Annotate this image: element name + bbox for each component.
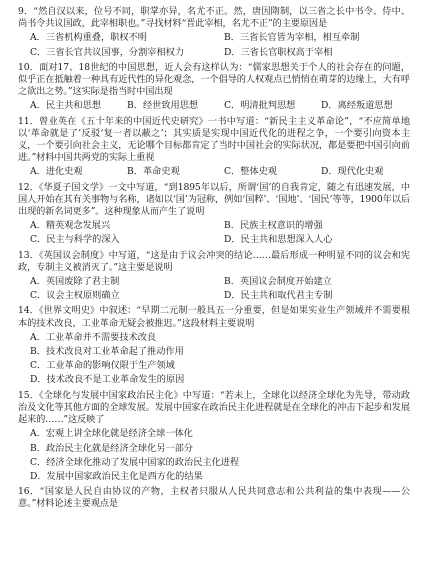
question-11: [18, 116, 410, 179]
option-A: A．精英观念发展兴: [30, 220, 111, 232]
question-stem: 15．《全球化与发展中国家政治民主化》中写道：“若未上，全球化以经济全球化为先导，带动政治及文化等其他方面的全球发展。发展中国家在政治民主化进程就是在全球化的冲击下起步和发展起来的……”这反映了: [18, 389, 410, 426]
option-D: D．民主共和取代君主专制: [224, 290, 333, 302]
question-15: [18, 390, 410, 483]
option-C: C．经济全球化推动了发展中国家的政治民主化进程: [30, 456, 240, 468]
option-B: B．经世致用思想: [127, 100, 199, 112]
option-B: B．英国议会制度开始建立: [224, 276, 332, 288]
options-group: [30, 32, 410, 58]
option-A: A．工业革命并不需要技术改良: [30, 331, 157, 343]
options-group: [30, 428, 410, 483]
option-D: D．离经叛道思想: [321, 100, 393, 112]
option-A: A．进化史观: [30, 166, 83, 178]
question-13: [18, 250, 410, 303]
option-D: D．民主共和思想深入人心: [224, 234, 333, 246]
option-C: C．民主与科学的深入: [30, 234, 120, 246]
question-stem: 9．“然自汉以来，位号不同，职掌亦异，名尤不正。然，唐因隋制，以三省之长中书令、侍中、尚书令共议国政，此宰相职也。”寻找材料“晋此宰相，名尤不正”的主要原因是: [18, 6, 410, 30]
options-group: [30, 276, 410, 302]
option-B: B．技术改良对工业革命起了推动作用: [30, 346, 184, 358]
option-D: D．技术改良不是工业革命发生的原因: [30, 374, 185, 386]
option-D: D．发展中国家政治民主化是西方化的结果: [30, 470, 203, 482]
question-12: [18, 182, 410, 247]
option-C: C．工业革命的影响仅限于生产领域: [30, 360, 175, 372]
option-A: A．民主共和思想: [30, 100, 101, 112]
question-16: [18, 486, 410, 510]
option-A: A．三省机构重叠，职权不明: [30, 32, 147, 44]
option-C: C．明清批判思想: [224, 100, 296, 112]
option-C: C．整体史观: [224, 166, 277, 178]
question-stem: 16．“国家是人民自由协议的产物，主权者只服从人民共同意志和公共利益的集中表现——公意。”材料论述主要观点是: [18, 486, 410, 510]
option-B: B．民族主权意识的增强: [224, 220, 323, 232]
option-A: A．宏观上讲全球化就是经济全球一体化: [30, 428, 193, 440]
option-A: A．英国废除了君主制: [30, 276, 120, 288]
option-B: B．革命史观: [127, 166, 180, 178]
question-stem: 12．《华夏子国文学》一文中写道，“到1895年以后，所谓‘国’的自我肯定，随之有迅速发展，中国人开始在其有关事物与名称，诸如以‘国’为冠称，例如‘国粹’、‘国地’、‘国民’等等，1900年以后出现的新名词更多”。这种现象从而产生了说明: [18, 181, 410, 218]
question-14: [18, 305, 410, 386]
question-stem: 10．面对17、18世纪的中国思想，近人会有这样认为：“儒家思想关于个人的社会存在的问题，似乎正在抵触着一种具有近代性的异化观念，一个倡导的人权观点已悄悄在萌芽的边缘上，大有呼之欲出之势。”这实际是指当时中国出现: [18, 61, 410, 98]
options-group: [30, 166, 410, 178]
option-D: D．现代化史观: [321, 166, 384, 178]
question-stem: 14．《世界文明史》中叙述：“早期二元制一般具五一分重要，但是如果实业生产领域并不需要根本的技术改良，工业革命无疑会被推迟。”这段材料主要说明: [18, 305, 410, 329]
option-B: B．政治民主化就是经济全球化另一部分: [30, 442, 193, 454]
option-C: C．议会主权原则确立: [30, 290, 120, 302]
question-stem: 11．曾业英在《五十年来的中国近代史研究》一书中写道：“新民主主义革命论”，“不应简单地以‘革命就是了’反驳‘复一者以蔽之’；其实质是实现中国近代化的进程之争，一个要引向资本主义，一个要引向社会主义，无论哪个目标都肯定了当时中国社会的实际状况，都是要把中国引向前进。”材料中国共两党的实际上重视: [18, 115, 410, 164]
option-B: B．三省长官皆为宰相，相互牵制: [224, 32, 360, 44]
option-C: C．三省长官共议国事，分割宰相权力: [30, 46, 185, 58]
options-group: [30, 220, 410, 246]
option-D: D．三省长官职权高于宰相: [224, 46, 333, 58]
question-stem: 13．《英国议会制度》中写道，“这是由于议会冲突的结论……最后形成一种明显不同的议会和宪政，专制主义被消灭了。”这主要是说明: [18, 249, 410, 273]
question-10: [18, 62, 410, 113]
question-9: [18, 6, 410, 59]
options-group: [30, 332, 410, 387]
options-group: [30, 100, 410, 112]
